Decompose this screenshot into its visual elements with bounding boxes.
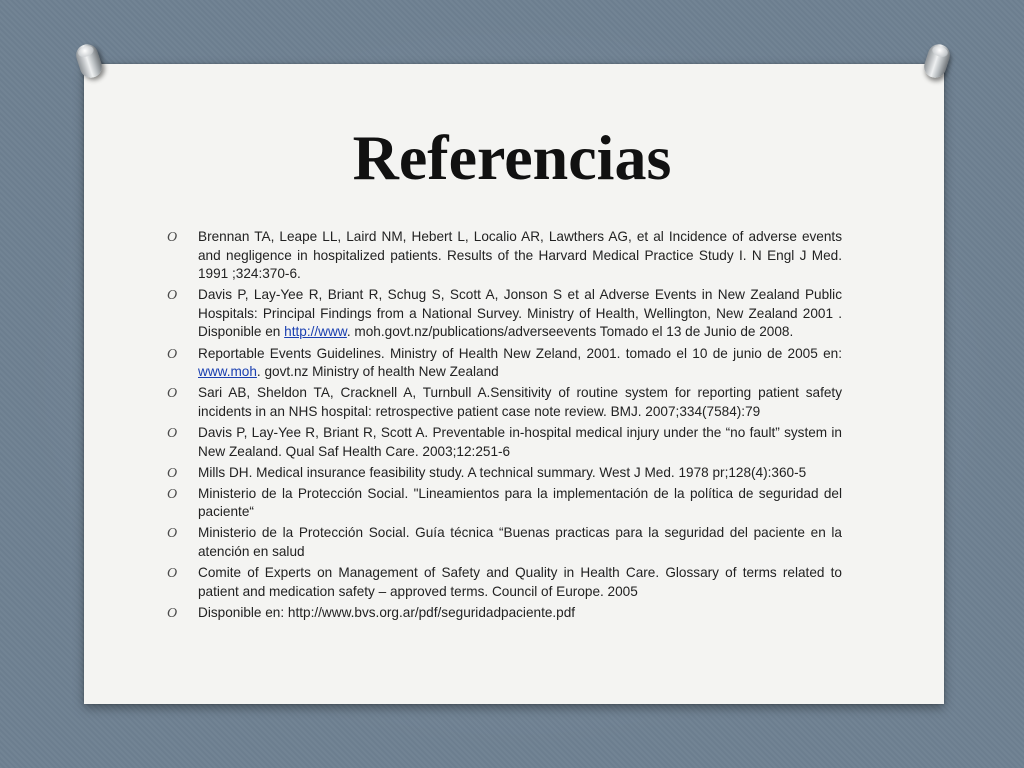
bullet-o-icon: O: [167, 486, 178, 502]
reference-item: [162, 228, 842, 284]
reference-text: Mills DH. Medical insurance feasibility study. A technical summary. West J Med. 1978 pr;128(4):360-5: [198, 464, 807, 480]
reference-item: [162, 345, 842, 382]
reference-item: [162, 384, 842, 421]
reference-item: [162, 286, 842, 342]
reference-link[interactable]: www.moh: [198, 364, 257, 380]
bullet-o-icon: O: [167, 425, 178, 441]
reference-item: [162, 424, 842, 461]
bullet-o-icon: O: [167, 288, 178, 304]
reference-link[interactable]: http://www: [284, 324, 347, 340]
reference-item: [162, 485, 842, 522]
reference-text: . govt.nz Ministry of health New Zealand: [256, 364, 499, 380]
reference-item: [162, 564, 842, 601]
slide-title: Referencias: [352, 122, 672, 193]
reference-text: . moh.govt.nz/publications/adverseevents Tomado el 13 de Junio de 2008.: [346, 324, 794, 340]
reference-text: Comite of Experts on Management of Safety and Quality in Health Care. Glossary of terms related to patient and medication safety – approved terms. Council of Europe. 2005: [198, 565, 842, 599]
reference-text: Ministerio de la Protección Social. Guía técnica “Buenas practicas para la seguridad del paciente en la atención en salud: [198, 525, 842, 559]
reference-item: [162, 604, 842, 623]
bullet-o-icon: O: [167, 605, 178, 621]
reference-text: Disponible en: http://www.bvs.org.ar/pdf/seguridadpaciente.pdf: [198, 604, 576, 620]
bullet-o-icon: O: [167, 526, 178, 542]
bullet-o-icon: O: [167, 346, 178, 362]
reference-list: [162, 228, 842, 625]
reference-text: Davis P, Lay-Yee R, Briant R, Scott A. Preventable in-hospital medical injury under the “no fault” system in New Zealand. Qual Saf Health Care. 2003;12:251-6: [198, 424, 842, 459]
reference-text: Brennan TA, Leape LL, Laird NM, Hebert L, Localio AR, Lawthers AG, et al Incidence of adverse events and negligence in hospitalized patients. Results of the Harvard Medical Practice Study I. N Engl J Med. 1991 ;324:370-6.: [198, 229, 842, 282]
reference-item: [162, 524, 842, 561]
reference-item: [162, 464, 842, 483]
bullet-o-icon: O: [167, 566, 178, 582]
reference-text: Reportable Events Guidelines. Ministry of Health New Zeland, 2001. tomado el 10 de junio de 2005 en:: [198, 345, 842, 361]
reference-text: Ministerio de la Protección Social. "Lineamientos para la implementación de la política de seguridad del paciente“: [198, 485, 842, 520]
bullet-o-icon: O: [167, 230, 178, 245]
reference-text: Sari AB, Sheldon TA, Cracknell A, Turnbull A.Sensitivity of routine system for reporting patient safety incidents in an NHS hospital: retrospective patient case note review. BMJ. 2007;334(7584):79: [198, 385, 842, 419]
bullet-o-icon: O: [167, 465, 178, 481]
bullet-o-icon: O: [167, 386, 178, 402]
reference-text: Davis P, Lay-Yee R, Briant R, Schug S, Scott A, Jonson S et al Adverse Events in New Zealand Public Hospitals: Principal Findings from a National Survey. Ministry of Health, Wellington, New Zealand 2001 . Disponible en: [198, 287, 842, 340]
